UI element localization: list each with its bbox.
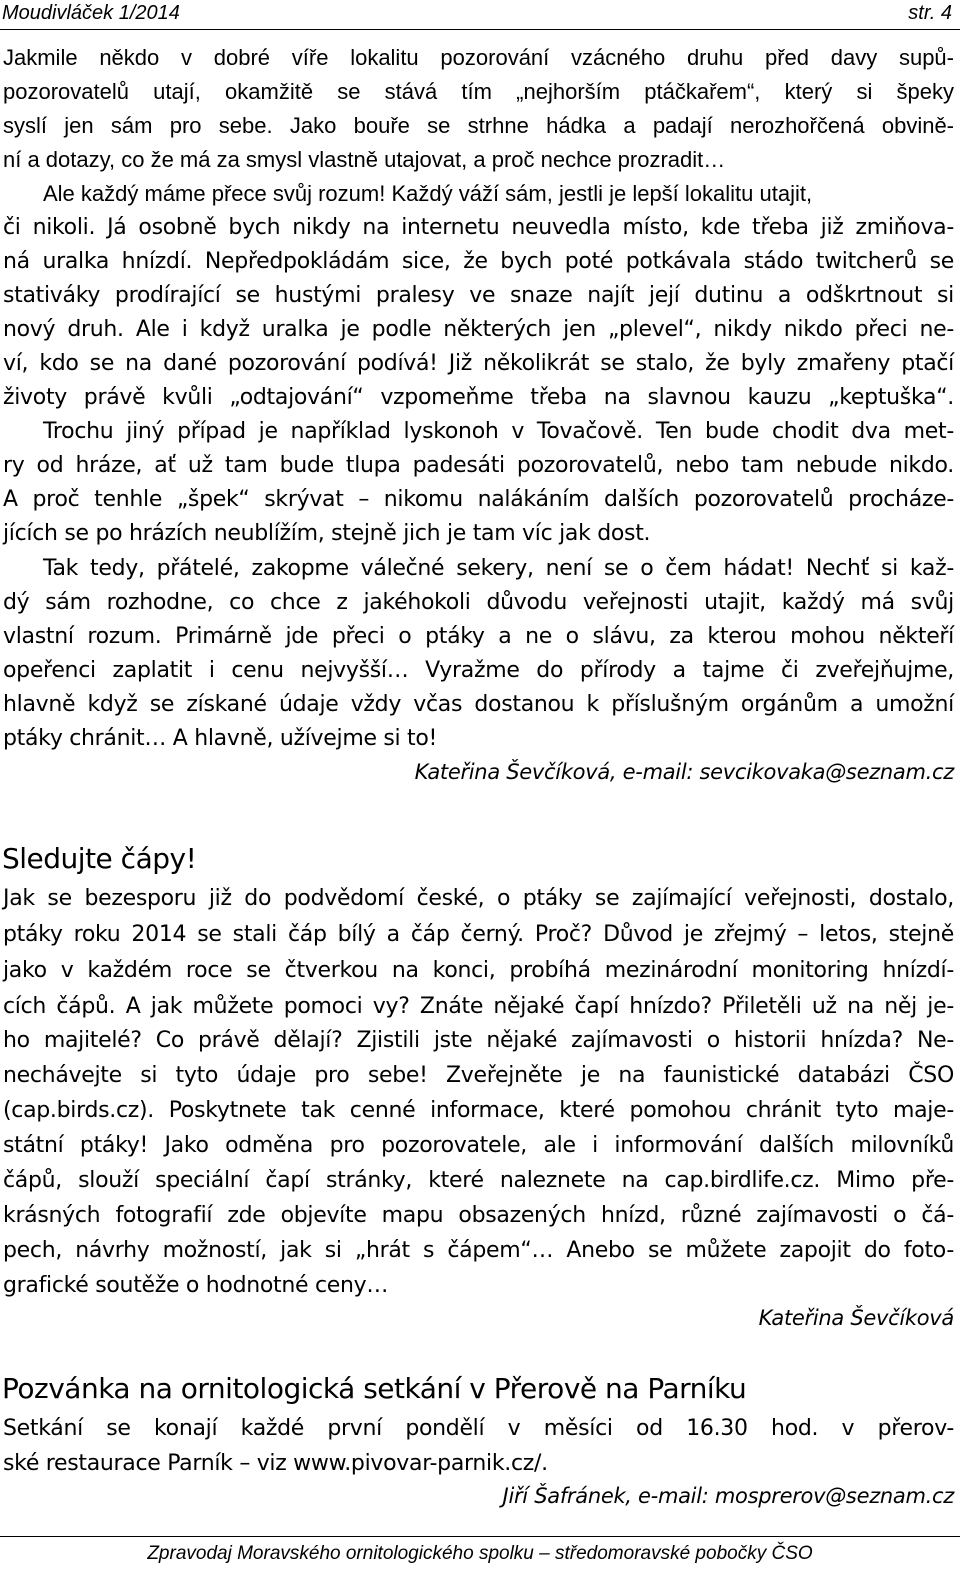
article-1-line: Tak tedy, přátelé, zakopme válečné sekery, není se o čem hádat! Nechť si kaž- <box>43 556 954 581</box>
article-1-line: či nikoli. Já osobně bych nikdy na internetu neuvedla místo, kde třeba již zmiňova- <box>3 215 954 240</box>
article-3-signature: Jiří Šafránek, e-mail: mosprerov@seznam.cz <box>502 1484 954 1508</box>
article-3-title: Pozvánka na ornitologická setkání v Přerově na Parníku <box>2 1372 747 1405</box>
article-2-line: cích čápů. A jak můžete pomoci vy? Znáte nějaké čapí hnízdo? Přiletěli už na něj je- <box>3 994 954 1019</box>
article-2-line: pech, návrhy možností, jak si „hrát s čápem“… Anebo se můžete zapojit do foto- <box>3 1238 954 1263</box>
article-1-line: Ale každý máme přece svůj rozum! Každý váží sám, jestli je lepší lokalitu utajit, <box>43 181 813 206</box>
article-2-signature: Kateřina Ševčíková <box>758 1306 954 1330</box>
article-1-line: Jakmile někdo v dobré víře lokalitu pozorování vzácného druhu před davy supů- <box>3 45 954 70</box>
article-1-line: dý sám rozhodne, co chce z jakéhokoli důvodu veřejnosti utajit, každý má svůj <box>3 590 954 615</box>
article-1-line: ptáky chránit… A hlavně, užívejme si to! <box>3 726 438 751</box>
article-1-line: pozorovatelů utají, okamžitě se stává tím „nejhorším ptáčkařem“, který si špeky <box>3 79 954 104</box>
article-2-line: státní ptáky! Jako odměna pro pozorovatele, ale i informování dalších milovníků <box>3 1133 954 1158</box>
article-2-line: (cap.birds.cz). Poskytnete tak cenné informace, které pomohou chránit tyto maje- <box>3 1098 954 1123</box>
article-1-line: nový druh. Ale i když uralka je podle některých jen „plevel“, nikdy nikdo přeci ne- <box>3 317 954 342</box>
article-1-line: ní a dotazy, co že má za smysl vlastně utajovat, a proč nechce prozradit… <box>3 147 726 172</box>
article-1-line: ry od hráze, ať už tam bude tlupa padesáti pozorovatelů, nebo tam nebude nikdo. <box>3 453 954 478</box>
article-1-line: Trochu jiný případ je například lyskonoh v Tovačově. Ten bude chodit dva met- <box>43 419 954 444</box>
article-2-line: ho majitelé? Co právě dělají? Zjistili jste nějaké zajímavosti o historii hnízda? Ne- <box>3 1028 954 1053</box>
article-1-line: životy právě kvůli „odtajování“ vzpomeňme třeba na slavnou kauzu „keptuška“. <box>3 385 954 410</box>
article-2-line: jako v každém roce se čtverkou na konci, probíhá mezinárodní monitoring hnízdí- <box>3 958 954 983</box>
page-header <box>0 0 960 30</box>
article-2-line: nechávejte si tyto údaje pro sebe! Zveřejněte je na faunistické databázi ČSO <box>3 1063 954 1088</box>
article-1-line: syslí jen sám pro sebe. Jako bouře se strhne hádka a padají nerozhořčená obvině- <box>3 113 954 138</box>
article-2-line: grafické soutěže o hodnotné ceny… <box>3 1273 389 1298</box>
newsletter-issue: Moudivláček 1/2014 <box>2 2 180 24</box>
article-2-line: krásných fotografií zde objevíte mapu obsazených hnízd, různé zajímavosti o čá- <box>3 1203 954 1228</box>
article-1-line: ví, kdo se na dané pozorování podívá! Již několikrát se stalo, že byly zmařeny ptačí <box>3 351 954 376</box>
article-2-title: Sledujte čápy! <box>2 842 197 875</box>
article-1-line: stativáky prodírající se hustými pralesy ve snaze najít její dutinu a odškrtnout si <box>3 283 954 308</box>
article-1-line: hlavně když se získané údaje vždy včas dostanou k příslušným orgánům a umožní <box>3 692 954 717</box>
article-1-line: A proč tenhle „špek“ skrývat – nikomu nalákáním dalších pozorovatelů procháze- <box>3 487 954 512</box>
article-2-line: čápů, slouží speciální čapí stránky, které naleznete na cap.birdlife.cz. Mimo pře- <box>3 1168 954 1193</box>
page-footer: Zpravodaj Moravského ornitologického spolku – středomoravské pobočky ČSO <box>0 1536 960 1573</box>
header-rule <box>0 29 960 30</box>
article-3-line: Setkání se konají každé první pondělí v měsíci od 16.30 hod. v přerov- <box>3 1416 954 1441</box>
article-3-line: ské restaurace Parník – viz www.pivovar-parnik.cz/. <box>3 1451 548 1476</box>
article-2-line: ptáky roku 2014 se stali čáp bílý a čáp černý. Proč? Důvod je zřejmý – letos, stejně <box>3 922 954 947</box>
page-number: str. 4 <box>908 2 952 24</box>
article-1-line: ná uralka hnízdí. Nepředpokládám sice, že bych poté potkávala stádo twitcherů se <box>3 249 954 274</box>
article-1-line: vlastní rozum. Primárně jde přeci o ptáky a ne o slávu, za kterou mohou někteří <box>3 624 954 649</box>
article-1-line: opeřenci zaplatit i cenu nejvyšší… Vyražme do přírody a tajme či zveřejňujme, <box>3 658 954 683</box>
article-1-signature: Kateřina Ševčíková, e-mail: sevcikovaka@seznam.cz <box>414 760 954 784</box>
article-1-line: jících se po hrázích neublížím, stejně jich je tam víc jak dost. <box>3 521 651 546</box>
article-2-line: Jak se bezesporu již do podvědomí české, o ptáky se zajímající veřejnosti, dostalo, <box>3 886 954 911</box>
